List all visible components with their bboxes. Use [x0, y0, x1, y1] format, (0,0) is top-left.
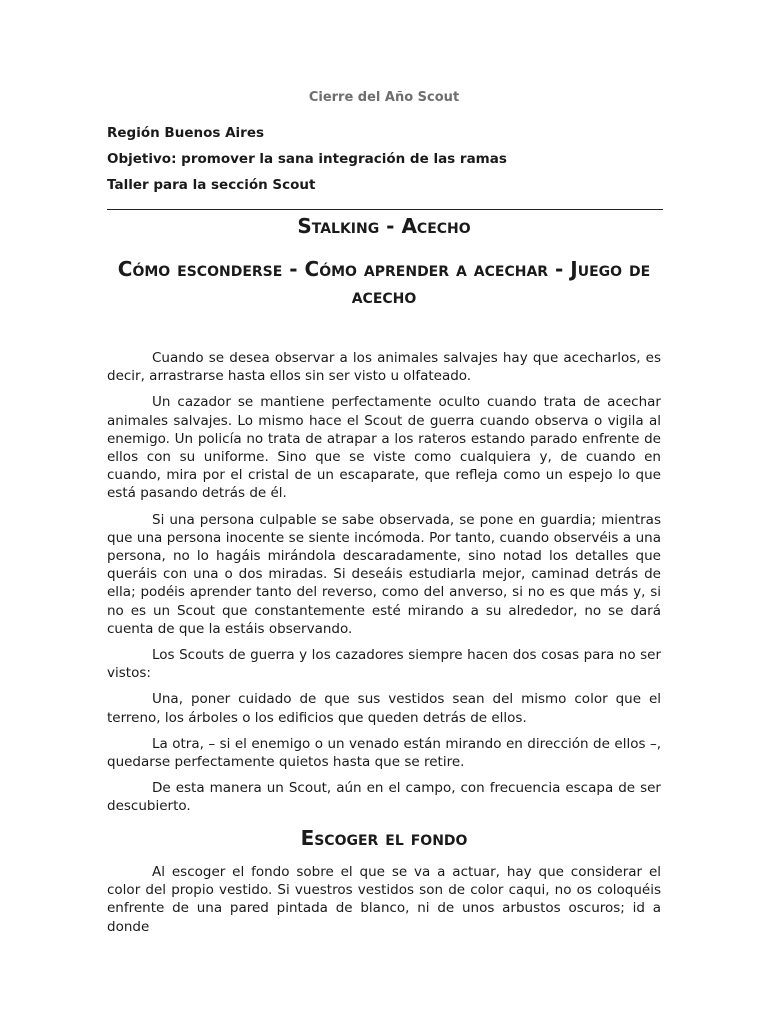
section-heading: Escoger el fondo	[300, 826, 468, 850]
body-text	[107, 349, 661, 824]
paragraph: Una, poner cuidado de que sus vestidos sean del mismo color que el terreno, los árboles o los edificios que queden detrás de ellos.	[107, 691, 661, 726]
paragraph: Un cazador se mantiene perfectamente oculto cuando trata de acechar animales salvajes. Lo mismo hace el Scout de guerra cuando observa o vigila al enemigo. Un policía no trata de atrapar a los rateros estando parado enfrente de ellos con su uniforme. Sino que se viste como cualquiera y, de cuando en cuando, mira por el cristal de un escaparate, que refleja como un espejo lo que está pasando detrás de él.	[107, 394, 661, 502]
section-body-text	[107, 863, 661, 944]
paragraph: Cuando se desea observar a los animales salvajes hay que acecharlos, es decir, arrastrarse hasta ellos sin ser visto u olfateado.	[107, 350, 661, 385]
workshop-line: Taller para la sección Scout	[107, 177, 316, 193]
header-divider	[107, 209, 663, 210]
paragraph: Al escoger el fondo sobre el que se va a actuar, hay que considerar el color del propio vestido. Si vuestros vestidos son de color caqui, no os coloquéis enfrente de una pared pintada de blanco, ni de unos arbustos oscuros; id a donde	[107, 864, 661, 935]
objective-line: Objetivo: promover la sana integración de las ramas	[107, 151, 507, 167]
paragraph: Los Scouts de guerra y los cazadores siempre hacen dos cosas para no ser vistos:	[107, 647, 661, 682]
document-title: Cierre del Año Scout	[308, 90, 460, 105]
paragraph: Si una persona culpable se sabe observada, se pone en guardia; mientras que una persona inocente se siente incómoda. Por tanto, cuando observéis a una persona, no lo hagáis mirándola descaradamente, sino notad los detalles que queráis con una o dos miradas. Si deseáis estudiarla mejor, caminad detrás de ella; podéis aprender tanto del reverso, como del anverso, si no es que más y, si no es un Scout que constantemente esté mirando a su alrededor, no se dará cuenta de que la estáis observando.	[107, 511, 661, 637]
sub-heading: Cómo esconderse - Cómo aprender a acechar - Juego de acecho	[117, 257, 651, 308]
paragraph: De esta manera un Scout, aún en el campo, con frecuencia escapa de ser descubierto.	[107, 780, 661, 815]
region-line: Región Buenos Aires	[107, 125, 265, 141]
paragraph: La otra, – si el enemigo o un venado están mirando en dirección de ellos –, quedarse perfectamente quietos hasta que se retire.	[107, 735, 661, 771]
main-heading: Stalking - Acecho	[297, 214, 471, 238]
